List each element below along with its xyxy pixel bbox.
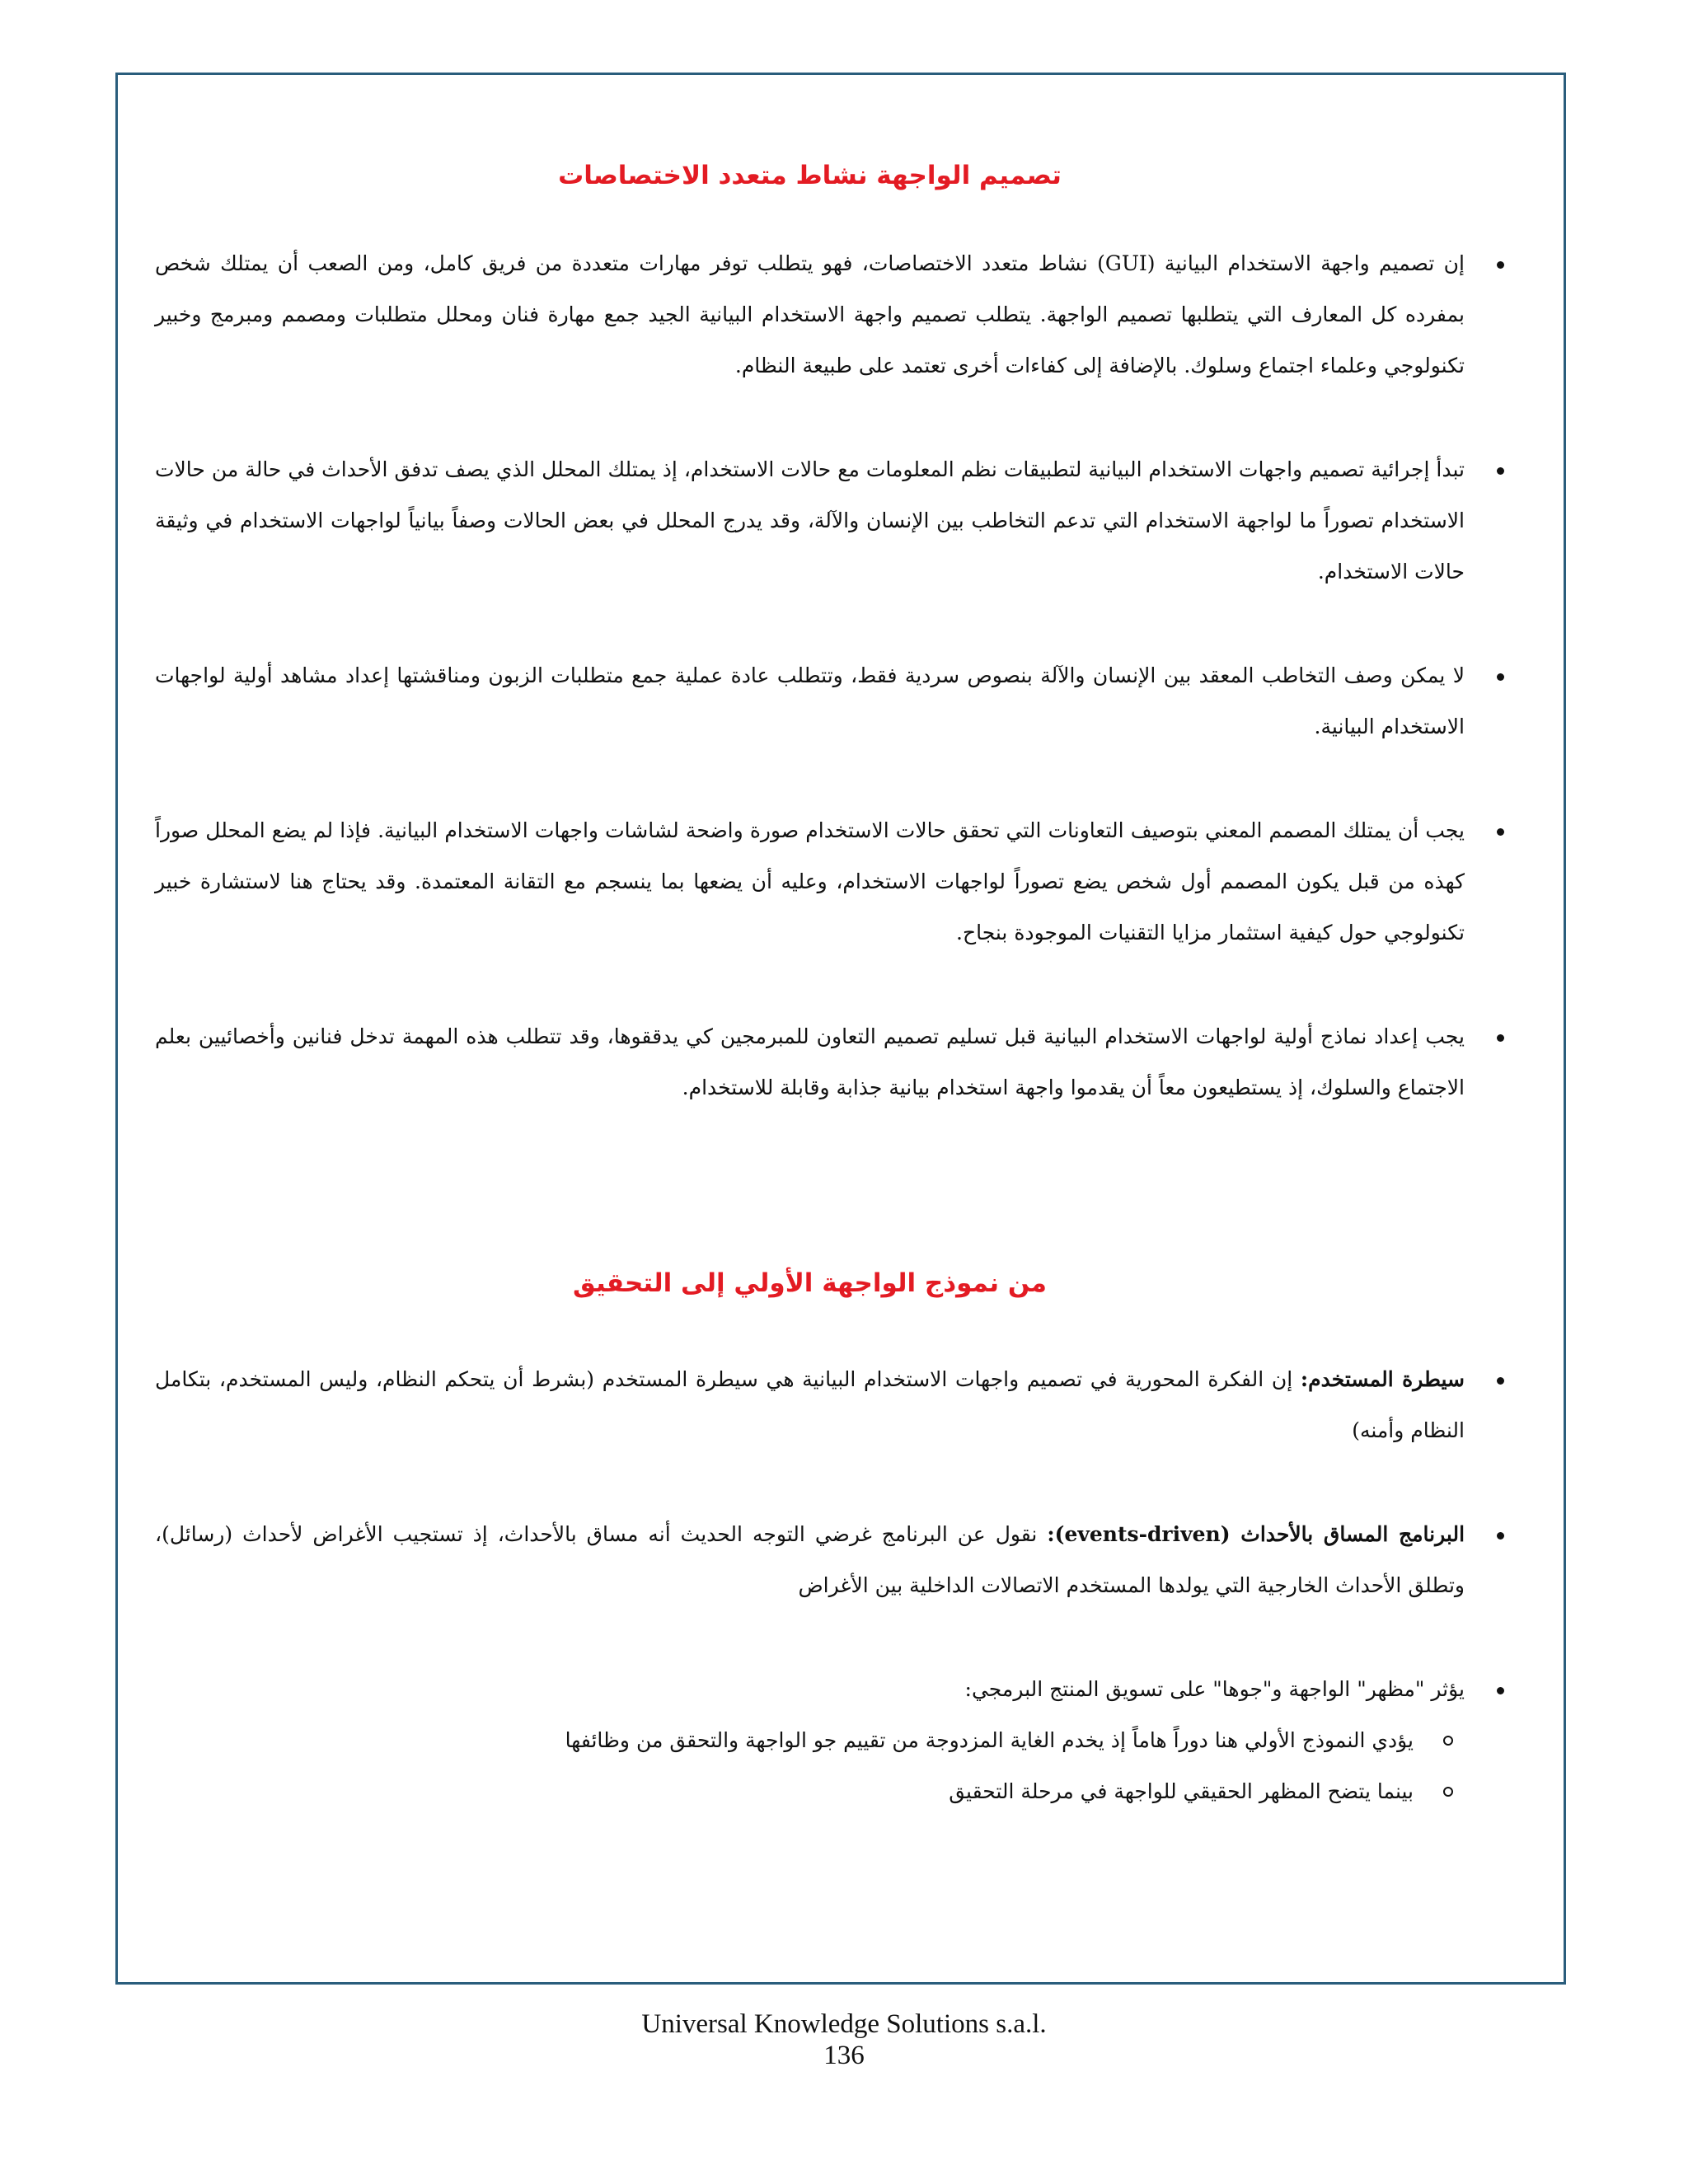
section-heading-interdisciplinary: تصميم الواجهة نشاط متعدد الاختصاصات [558,161,1062,190]
bullet-item: لا يمكن وصف التخاطب المعقد بين الإنسان والآلة بنصوص سردية فقط، وتتطلب عادة عملية جمع متطلبات الزبون ومناقشتها إعداد مشاهد أولية لواجهات الاستخدام البيانية. [155,650,1465,752]
bullet-lead-term: سيطرة المستخدم: [1300,1367,1465,1391]
bullet-item-user-control [155,1354,1465,1456]
footer-publisher: Universal Knowledge Solutions s.a.l. [641,2009,1047,2039]
bullet-text: يؤثر "مظهر" الواجهة و"جوها" على تسويق المنتج البرمجي: [964,1677,1465,1701]
page-footer [0,2008,1688,2071]
bullet-item: إن تصميم واجهة الاستخدام البيانية (GUI) نشاط متعدد الاختصاصات، فهو يتطلب توفر مهارات متعددة من فريق كامل، ومن الصعب أن يمتلك شخص بمفرده كل المعارف التي يتطلبها تصميم الواجهة. يتطلب تصميم واجهة الاستخدام البيانية الجيد جمع مهارة فنان ومحلل متطلبات ومصمم ومبرمج وخبير تكنولوجي وعلماء اجتماع وسلوك. بالإضافة إلى كفاءات أخرى تعتمد على طبيعة النظام. [155,238,1465,391]
bullet-item: يجب إعداد نماذج أولية لواجهات الاستخدام البيانية قبل تسليم تصميم التعاون للمبرمجين كي يدققوها، وقد تتطلب هذه المهمة تدخل فنانين وأخصائيين بعلم الاجتماع والسلوك، إذ يستطيعون معاً أن يقدموا واجهة استخدام بيانية جذابة وقابلة للاستخدام. [155,1011,1465,1113]
bullet-text: إن الفكرة المحورية في تصميم واجهات الاستخدام البيانية هي سيطرة المستخدم (بشرط أن يتحكم النظام، وليس المستخدم، بتكامل النظام وأمنه) [155,1367,1465,1442]
bullet-item: يجب أن يمتلك المصمم المعني بتوصيف التعاونات التي تحقق حالات الاستخدام صورة واضحة لشاشات واجهات الاستخدام البيانية. فإذا لم يضع المحلل صوراً كهذه من قبل يكون المصمم أول شخص يضع تصوراً لواجهات الاستخدام، وعليه أن يضعها بما ينسجم مع التقانة المعتمدة. وقد يحتاج هنا لاستشارة خبير تكنولوجي حول كيفية استثمار مزايا التقنيات الموجودة بنجاح. [155,805,1465,958]
bullet-item-events-driven [155,1509,1465,1611]
bullet-item-look-and-feel [155,1664,1465,1817]
sub-bullet-list [155,1715,1465,1817]
page-number: 136 [823,2041,865,2070]
sub-bullet-item: يؤدي النموذج الأولي هنا دوراً هاماً إذ يخدم الغاية المزدوجة من تقييم جو الواجهة والتحقق من وظائفها [155,1715,1414,1766]
bullet-item: تبدأ إجرائية تصميم واجهات الاستخدام البيانية لتطبيقات نظم المعلومات مع حالات الاستخدام، إذ يمتلك المحلل الذي يصف تدفق الأحداث في حالة من حالات الاستخدام تصوراً ما لواجهة الاستخدام التي تدعم التخاطب بين الإنسان والآلة، وقد يدرج المحلل في بعض الحالات وصفاً بيانياً لواجهات الاستخدام في وثيقة حالات الاستخدام. [155,444,1465,598]
bullet-list-prototype [155,1354,1465,1870]
sub-bullet-item: بينما يتضح المظهر الحقيقي للواجهة في مرحلة التحقيق [155,1766,1414,1817]
section-heading-prototype-to-implementation: من نموذج الواجهة الأولي إلى التحقيق [573,1268,1047,1298]
bullet-text: نقول عن البرنامج غرضي التوجه الحديث أنه مساق بالأحداث، إذ تستجيب الأغراض لأحداث (رسائل)، وتطلق الأحداث الخارجية التي يولدها المستخدم الاتصالات الداخلية بين الأغراض [155,1522,1465,1597]
bullet-list-interdisciplinary [155,238,1465,1166]
page-frame [115,73,1566,1985]
bullet-lead-term: البرنامج المساق بالأحداث (events-driven): [1047,1522,1465,1546]
